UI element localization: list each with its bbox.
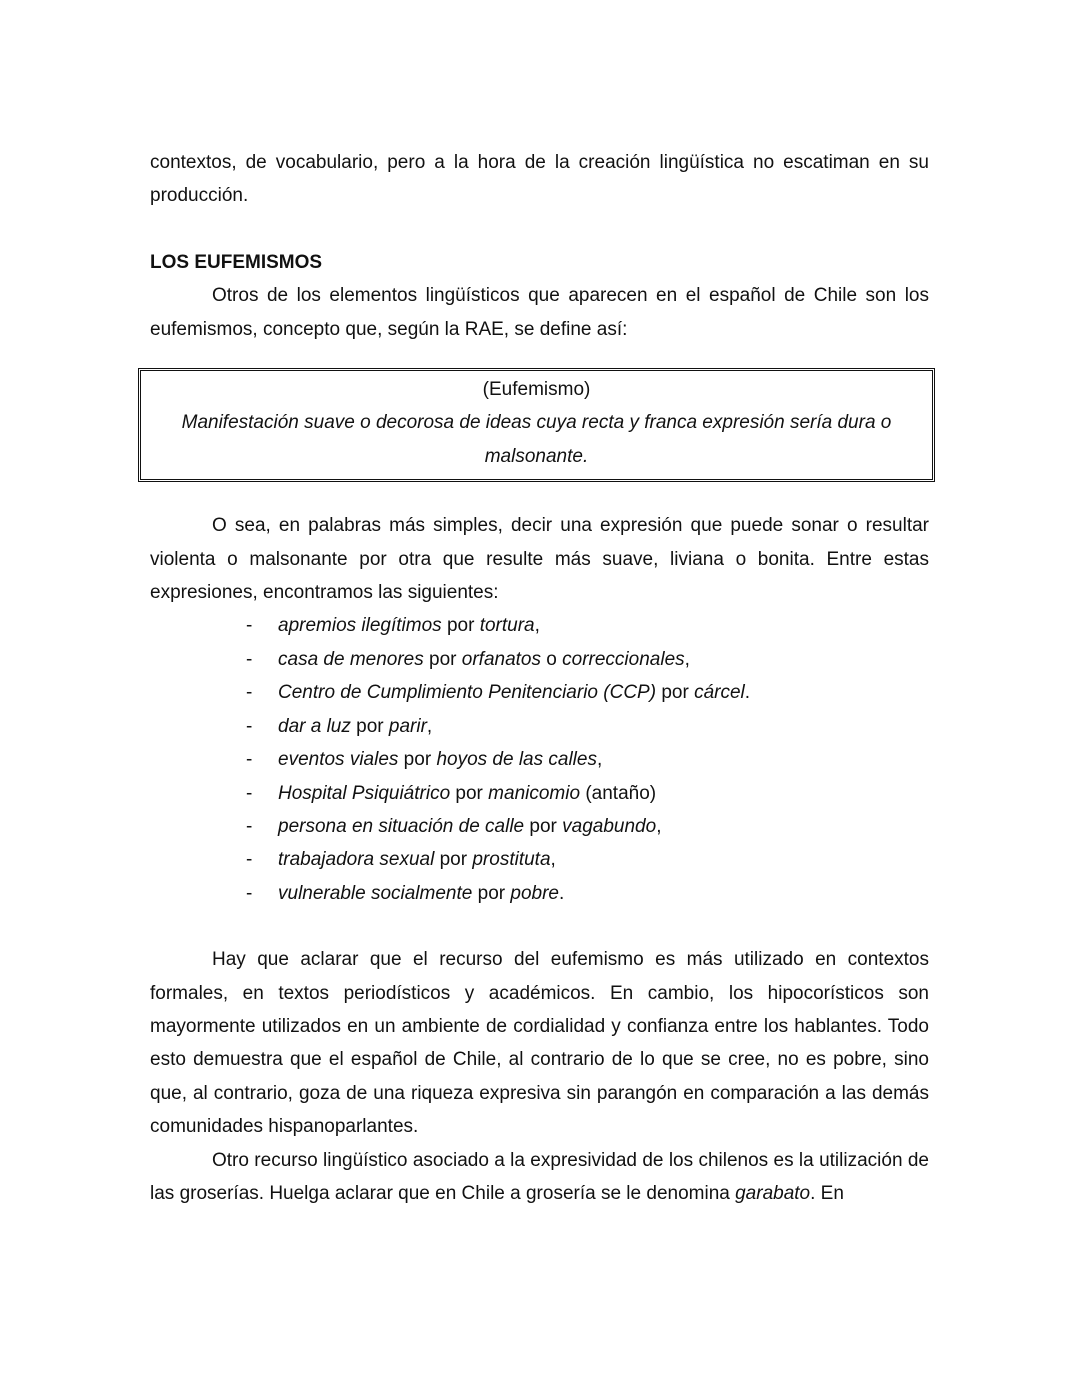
definition-term: (Eufemismo)	[482, 379, 591, 401]
replaced-word: tortura	[479, 615, 535, 637]
connector-text: por	[423, 648, 462, 670]
punctuation: ,	[550, 849, 556, 871]
replaced-word: pobre	[510, 882, 559, 904]
punctuation: ,	[426, 715, 433, 737]
euphemism-term: Centro de Cumplimiento Penitenciario (CCP)	[278, 682, 657, 704]
list-dash: -	[246, 615, 253, 637]
list-item	[246, 843, 929, 876]
replaced-word: cárcel	[694, 682, 745, 704]
italic-term: garabato	[735, 1182, 811, 1204]
replaced-word: vagabundo	[562, 815, 657, 837]
replaced-word: orfanatos	[461, 648, 542, 670]
euphemism-term: vulnerable socialmente	[278, 882, 473, 904]
punctuation: ,	[534, 615, 540, 637]
list-item	[246, 743, 929, 776]
list-dash: -	[246, 882, 253, 904]
list-dash: -	[246, 682, 253, 704]
paragraph-intro-eufemismos: Otros de los elementos lingüísticos que aparecen en el español de Chile son los eufemismos, concepto que, según la RAE, se define así:	[150, 285, 929, 340]
list-dash: -	[246, 815, 253, 837]
list-dash: -	[246, 849, 253, 871]
punctuation: ,	[684, 648, 690, 670]
punctuation: ,	[596, 749, 603, 771]
connector-text: por	[434, 849, 473, 871]
euphemism-term: eventos viales	[278, 749, 399, 771]
connector-text: por	[472, 882, 511, 904]
list-item	[246, 676, 929, 709]
connector-text: por	[524, 815, 563, 837]
list-item	[246, 810, 929, 843]
list-item	[246, 877, 929, 910]
list-item	[246, 710, 929, 743]
list-dash: -	[246, 715, 253, 737]
document-page	[150, 146, 929, 1210]
euphemism-term: persona en situación de calle	[278, 815, 525, 837]
punctuation: .	[744, 682, 751, 704]
list-item	[246, 777, 929, 810]
replaced-word: parir	[388, 715, 427, 737]
list-dash: -	[246, 782, 253, 804]
euphemism-term: casa de menores	[278, 648, 424, 670]
connector-text: (antaño)	[580, 782, 657, 804]
punctuation: ,	[656, 815, 662, 837]
connector-text: por	[656, 682, 695, 704]
definition-text: Manifestación suave o decorosa de ideas cuya recta y franca expresión sería dura o malsonante.	[181, 412, 892, 467]
connector-text: por	[398, 749, 437, 771]
euphemism-list	[246, 609, 929, 910]
connector-text: por	[441, 615, 480, 637]
list-item	[246, 643, 929, 676]
replaced-word: hoyos de las calles	[436, 749, 597, 771]
paragraph-conclusion: Hay que aclarar que el recurso del eufemismo es más utilizado en contextos formales, en textos periodísticos y académicos. En cambio, los hipocorísticos son mayormente utilizados en un ambiente de cordialidad y confianza entre los hablantes. Todo esto demuestra que el español de Chile, al contrario de lo que se cree, no es pobre, sino que, al contrario, goza de una riqueza expresiva sin parangón en comparación a las demás comunidades hispanoparlantes.	[150, 949, 929, 1138]
section-heading: LOS EUFEMISMOS	[150, 251, 323, 273]
connector-text: por	[450, 782, 489, 804]
punctuation: .	[558, 882, 565, 904]
connector-text: por	[350, 715, 389, 737]
replaced-word: prostituta	[472, 849, 551, 871]
definition-box	[138, 368, 935, 482]
euphemism-term: dar a luz	[278, 715, 351, 737]
paragraph-text: . En	[810, 1182, 844, 1204]
euphemism-term: apremios ilegítimos	[278, 615, 442, 637]
euphemism-term: Hospital Psiquiátrico	[278, 782, 451, 804]
euphemism-term: trabajadora sexual	[278, 849, 435, 871]
replaced-word: correccionales	[562, 648, 685, 670]
list-dash: -	[246, 648, 253, 670]
list-dash: -	[246, 749, 253, 771]
intro-paragraph: contextos, de vocabulario, pero a la hora de la creación lingüística no escatiman en su producción.	[150, 152, 929, 207]
paragraph-explanation: O sea, en palabras más simples, decir una expresión que puede sonar o resultar violenta o malsonante por otra que resulte más suave, liviana o bonita. Entre estas expresiones, encontramos las siguientes:	[150, 515, 929, 604]
list-item	[246, 609, 929, 642]
replaced-word: manicomio	[488, 782, 581, 804]
paragraph-text: Otro recurso lingüístico asociado a la expresividad de los chilenos es la utilización de las groserías. Huelga aclarar que en Chile a grosería se le denomina	[150, 1149, 929, 1204]
connector-text: o	[541, 648, 563, 670]
paragraph-groserias	[150, 1144, 929, 1211]
